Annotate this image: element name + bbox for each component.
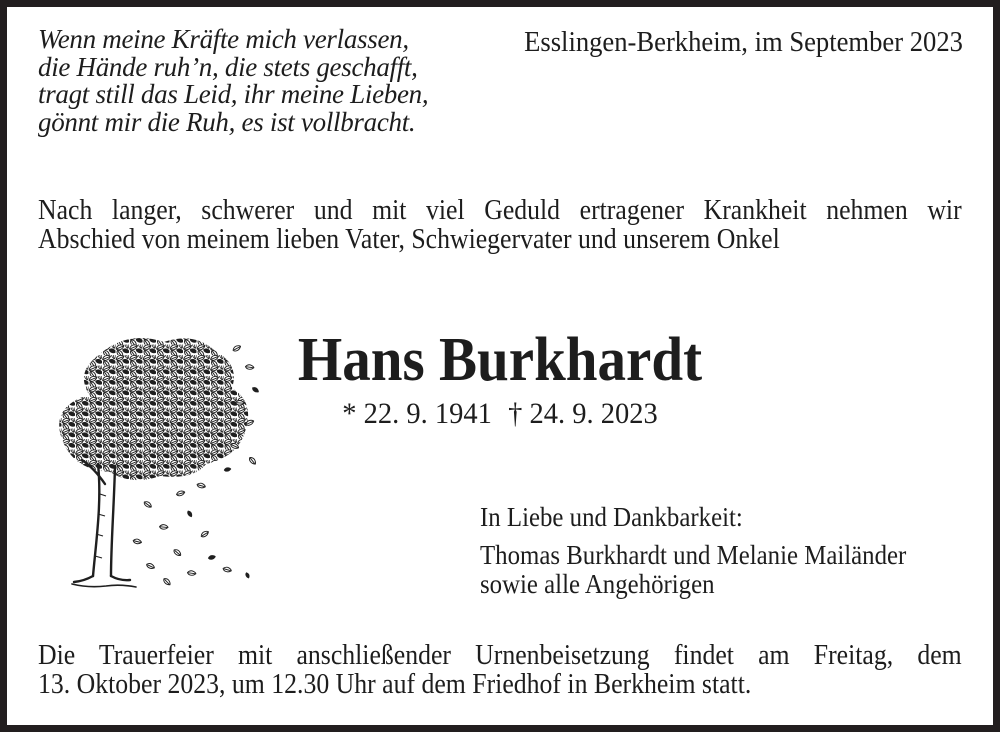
tree-illustration	[48, 334, 272, 590]
verse-line: gönnt mir die Ruh, es ist vollbracht.	[38, 106, 416, 137]
intro-line: Abschied von meinem lieben Vater, Schwiegervater und unserem Onkel	[38, 223, 780, 255]
closing-line: In Liebe und Dankbarkeit:	[480, 502, 743, 532]
funeral-line: 13. Oktober 2023, um 12.30 Uhr auf dem Friedhof in Berkheim statt.	[38, 668, 752, 700]
intro-line: Nach langer, schwerer und mit viel Geduld ertragener Krankheit nehmen wir	[38, 195, 962, 226]
mourner-line: Thomas Burkhardt und Melanie Mailänder	[480, 540, 907, 570]
verse-line: die Hände ruh’n, die stets geschafft,	[38, 51, 418, 82]
mourner-line: sowie alle Angehörigen	[480, 569, 715, 599]
verse-line: Wenn meine Kräfte mich verlassen,	[38, 24, 409, 54]
funeral-line: Die Trauerfeier mit anschließender Urnenbeisetzung findet am Freitag, dem	[38, 640, 962, 671]
family-block	[480, 503, 1000, 599]
death-date: † 24. 9. 2023	[508, 397, 658, 430]
memorial-verse	[38, 26, 428, 136]
verse-line: tragt still das Leid, ihr meine Lieben,	[38, 79, 429, 109]
place-dateline: Esslingen-Berkheim, im September 2023	[524, 27, 963, 58]
intro-paragraph	[38, 197, 962, 254]
funeral-paragraph	[38, 642, 962, 699]
birth-date: * 22. 9. 1941	[342, 397, 492, 430]
deceased-name: Hans Burkhardt	[297, 326, 703, 394]
